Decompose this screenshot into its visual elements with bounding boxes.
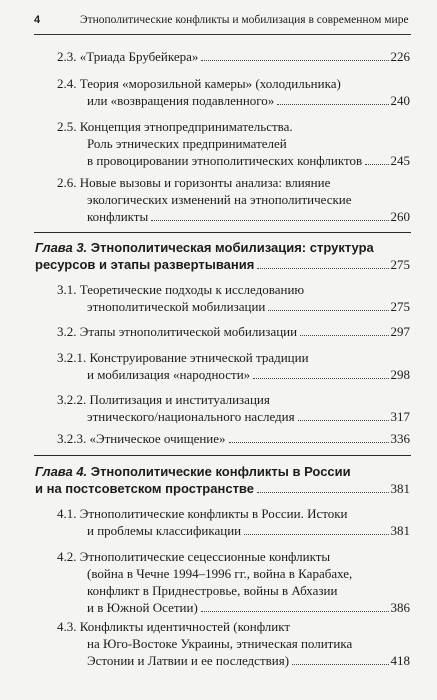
leader-dots [277, 104, 388, 105]
toc-entry-text: 4.3. Конфликты идентичностей (конфликт [57, 619, 291, 634]
toc-page-number: 381 [390, 523, 410, 538]
chapter-title: Этнополитические конфликты в России [90, 464, 351, 479]
leader-dots [244, 534, 388, 535]
toc-entry-2-6[interactable] [57, 174, 410, 225]
toc-entry-text: и проблемы классификации [87, 523, 242, 538]
toc-entry-text: или «возвращения подавленного» [87, 93, 275, 108]
chapter-title: ресурсов и этапы развертывания [35, 257, 255, 272]
toc-entry-3-2-3[interactable] [57, 430, 410, 447]
chapter-label: Глава 4. [35, 464, 88, 479]
toc-entry-text: и мобилизация «народности» [87, 367, 251, 382]
toc-page-number: 226 [390, 49, 410, 64]
leader-dots [365, 164, 388, 165]
toc-page-number: 260 [390, 209, 410, 224]
toc-page-number: 240 [390, 93, 410, 108]
toc-entry-text: Эстонии и Латвии и ее последствия) [87, 653, 290, 668]
toc-chapter-3[interactable] [35, 239, 410, 273]
toc-entry-4-3[interactable] [57, 618, 410, 669]
toc-page-number: 418 [390, 653, 410, 668]
toc-entry-2-3[interactable] [57, 48, 410, 65]
toc-entry-text: 3.2.2. Политизация и институализация [57, 392, 270, 407]
chapter-title: Этнополитическая мобилизация: структура [90, 240, 374, 255]
leader-dots [151, 220, 388, 221]
running-title: Этнополитические конфликты и мобилизация в современном мире [80, 14, 409, 26]
toc-entry-text: 2.6. Новые вызовы и горизонты анализа: влияние [57, 175, 331, 190]
section-divider [34, 455, 411, 456]
toc-entry-3-2-2[interactable] [57, 391, 410, 425]
toc-entry-text: и в Южной Осетии) [87, 600, 198, 615]
toc-entry-text: этнического/национального наследия [87, 409, 295, 424]
toc-page-number: 381 [390, 481, 410, 496]
toc-entry-text: 2.4. Теория «морозильной камеры» (холодильника) [57, 76, 341, 91]
toc-entry-text: конфликты [87, 209, 149, 224]
toc-page-number: 275 [390, 257, 410, 272]
toc-entry-text: на Юго-Востоке Украины, этническая политика [87, 636, 353, 651]
toc-entry-text: этнополитической мобилизации [87, 299, 266, 314]
leader-dots [229, 442, 389, 443]
toc-page-number: 317 [390, 409, 410, 424]
toc-page-number: 298 [390, 367, 410, 382]
leader-dots [201, 60, 388, 61]
leader-dots [300, 335, 388, 336]
toc-entry-2-4[interactable] [57, 75, 410, 109]
leader-dots [253, 378, 388, 379]
toc-entry-text: 3.2.3. «Этническое очищение» [57, 431, 226, 446]
running-header [34, 8, 411, 35]
toc-page-number: 275 [390, 299, 410, 314]
toc-entry-text: 2.3. «Триада Брубейкера» [57, 49, 199, 64]
chapter-title: и на постсоветском пространстве [35, 481, 254, 496]
toc-entry-text: 3.2.1. Конструирование этнической традиции [57, 350, 309, 365]
chapter-label: Глава 3. [35, 240, 88, 255]
toc-entry-text: экологических изменений на этнополитические [87, 192, 352, 207]
toc-page-number: 386 [390, 600, 410, 615]
toc-chapter-4[interactable] [35, 463, 410, 497]
toc-page-number: 245 [390, 153, 410, 168]
toc-entry-text: Роль этнических предпринимателей [87, 136, 287, 151]
toc-entry-3-2-1[interactable] [57, 349, 410, 383]
leader-dots [257, 268, 388, 269]
toc-entry-text: 3.1. Теоретические подходы к исследованию [57, 282, 305, 297]
section-divider [34, 232, 411, 233]
toc-page-number: 336 [390, 431, 410, 446]
toc-entry-text: 3.2. Этапы этнополитической мобилизации [57, 324, 298, 339]
toc-entry-4-2[interactable] [57, 548, 410, 616]
toc-entry-text: в провоцировании этнополитических конфликтов [87, 153, 363, 168]
leader-dots [257, 492, 389, 493]
leader-dots [298, 420, 389, 421]
toc-entry-3-1[interactable] [57, 281, 410, 315]
toc-entry-text: конфликт в Приднестровье, войны в Абхазии [87, 583, 338, 598]
toc-entry-4-1[interactable] [57, 505, 410, 539]
toc-entry-text: 4.2. Этнополитические сецессионные конфликты [57, 549, 331, 564]
leader-dots [268, 310, 388, 311]
toc-entry-3-2[interactable] [57, 323, 410, 340]
page-number: 4 [34, 14, 41, 26]
toc-entry-text: (война в Чечне 1994–1996 гг., война в Карабахе, [87, 566, 353, 581]
toc-page-number: 297 [390, 324, 410, 339]
leader-dots [201, 611, 389, 612]
leader-dots [292, 664, 388, 665]
toc-entry-2-5[interactable] [57, 118, 410, 169]
toc-entry-text: 4.1. Этнополитические конфликты в России. Истоки [57, 506, 348, 521]
toc-entry-text: 2.5. Концепция этнопредпринимательства. [57, 119, 293, 134]
